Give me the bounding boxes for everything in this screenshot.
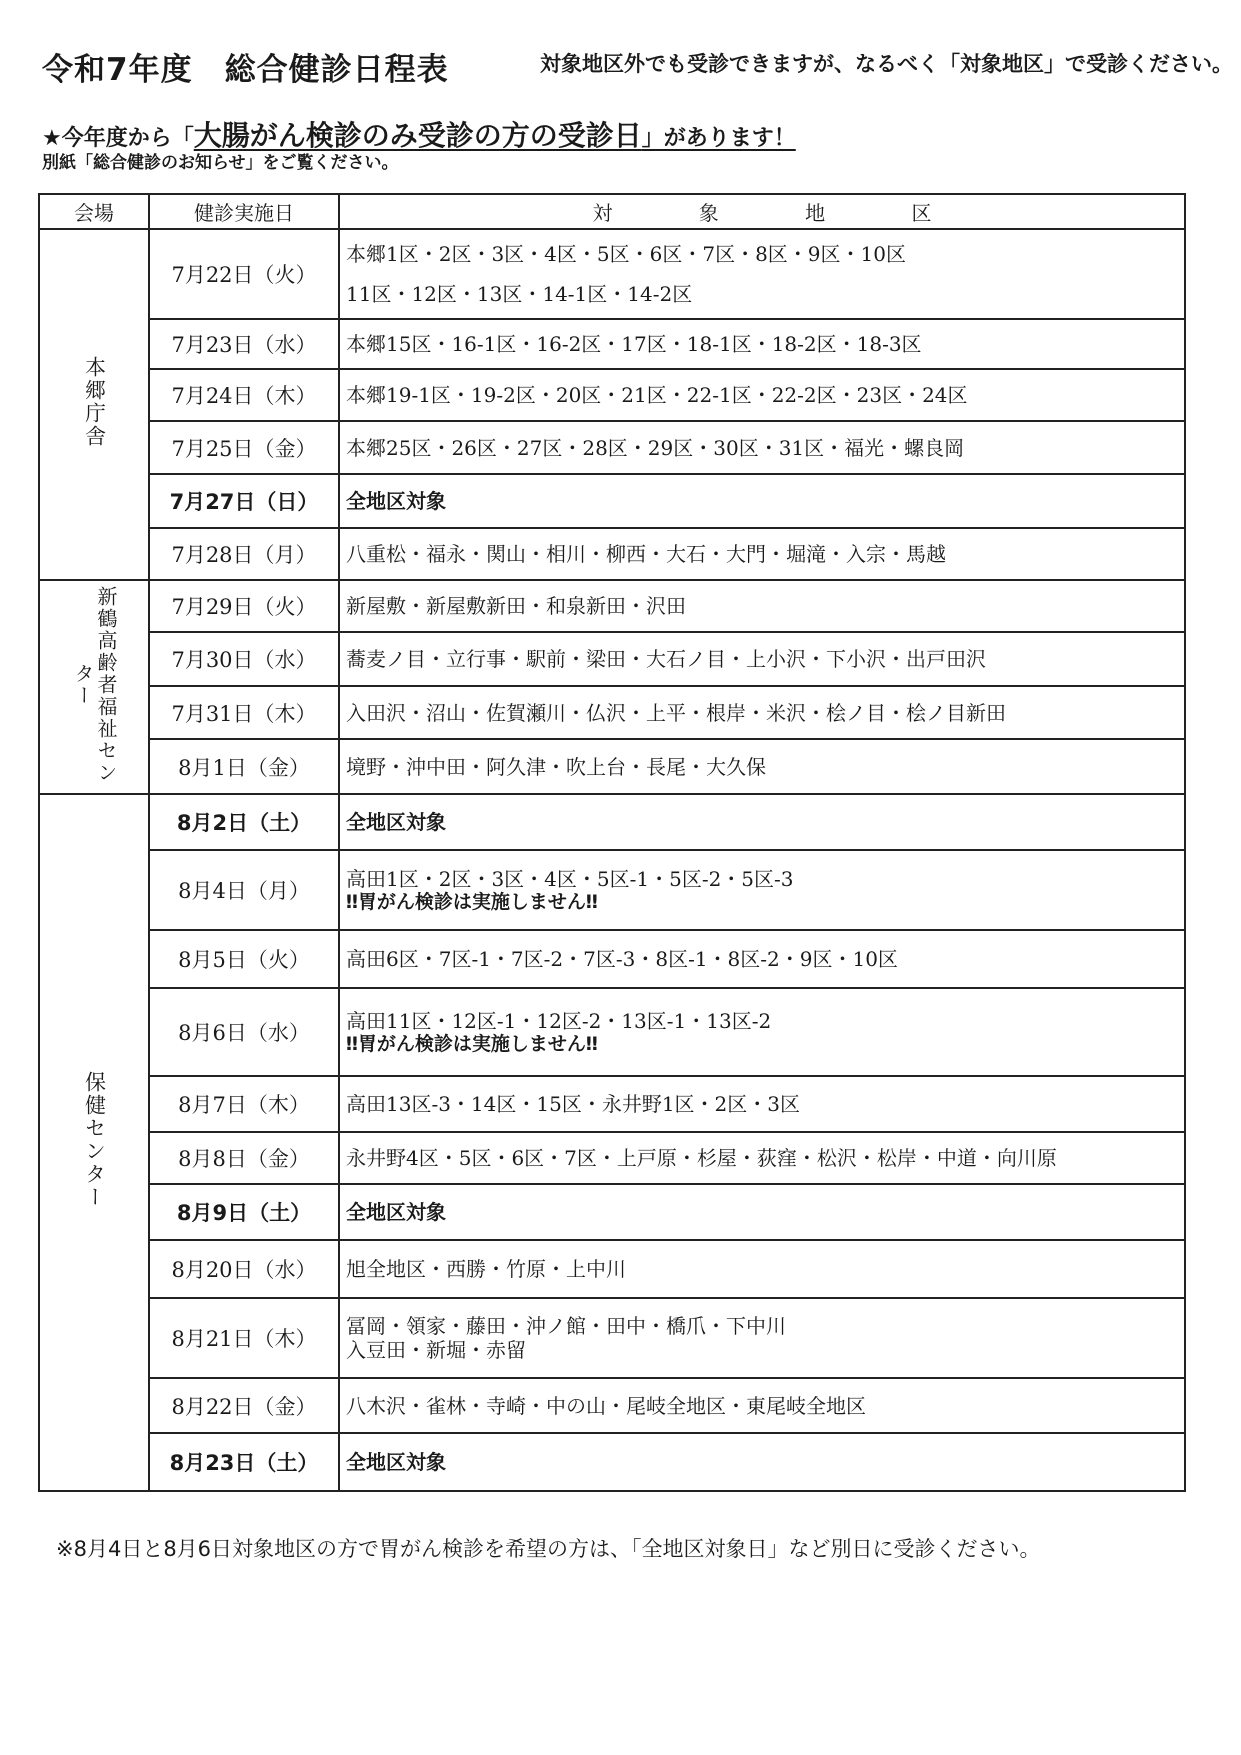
- date-cell: 8月9日（土）: [149, 1184, 339, 1240]
- date-cell: 8月21日（木）: [149, 1298, 339, 1378]
- area-cell: [339, 850, 1185, 930]
- area-cell: 入田沢・沼山・佐賀瀬川・仏沢・上平・根岸・米沢・桧ノ目・桧ノ目新田: [339, 686, 1185, 739]
- venue-cell: [39, 794, 149, 1491]
- page-title: 令和7年度 総合健診日程表: [42, 52, 449, 88]
- venue-cell: [39, 229, 149, 580]
- table-row: [39, 1076, 1185, 1132]
- header-area: 対 象 地 区: [339, 194, 1185, 229]
- date-cell: 8月7日（木）: [149, 1076, 339, 1132]
- area-cell: 本郷25区・26区・27区・28区・29区・30区・31区・福光・螺良岡: [339, 421, 1185, 474]
- date-cell: 7月23日（水）: [149, 319, 339, 369]
- date-cell: 7月30日（水）: [149, 632, 339, 686]
- area-cell: 境野・沖中田・阿久津・吹上台・長尾・大久保: [339, 739, 1185, 794]
- notice-prefix: ★今年度から「: [42, 126, 194, 151]
- area-cell: 全地区対象: [339, 474, 1185, 528]
- date-cell: 7月22日（火）: [149, 229, 339, 319]
- table-row: [39, 369, 1185, 421]
- date-cell: 8月2日（土）: [149, 794, 339, 850]
- table-row: [39, 229, 1185, 319]
- notice-emphasis: 大腸がん検診のみ受診の方の受診日: [193, 119, 642, 152]
- table-row: [39, 474, 1185, 528]
- area-cell: 本郷15区・16-1区・16-2区・17区・18-1区・18-2区・18-3区: [339, 319, 1185, 369]
- table-row: [39, 528, 1185, 580]
- area-cell: 全地区対象: [339, 794, 1185, 850]
- date-cell: 8月6日（水）: [149, 988, 339, 1076]
- area-cell: [339, 229, 1185, 319]
- header-venue: 会場: [39, 194, 149, 229]
- area-cell: 八木沢・雀林・寺崎・中の山・尾岐全地区・東尾岐全地区: [339, 1378, 1185, 1433]
- date-cell: 8月4日（月）: [149, 850, 339, 930]
- area-cell: 本郷19-1区・19-2区・20区・21区・22-1区・22-2区・23区・24区: [339, 369, 1185, 421]
- date-cell: 7月25日（金）: [149, 421, 339, 474]
- table-row: [39, 632, 1185, 686]
- warning-text: ‼胃がん検診は実施しません‼: [346, 1032, 598, 1055]
- area-line: 高田11区・12区-1・12区-2・13区-1・13区-2: [346, 1008, 772, 1033]
- date-cell: 8月22日（金）: [149, 1378, 339, 1433]
- table-row: [39, 930, 1185, 988]
- table-row: [39, 319, 1185, 369]
- area-cell: 全地区対象: [339, 1184, 1185, 1240]
- area-cell: 全地区対象: [339, 1433, 1185, 1491]
- date-cell: 7月24日（木）: [149, 369, 339, 421]
- table-header-row: [39, 194, 1185, 229]
- table-row: [39, 1378, 1185, 1433]
- area-line: 本郷1区・2区・3区・4区・5区・6区・7区・8区・9区・10区: [346, 242, 906, 266]
- area-line-2: 入豆田・新堀・赤留: [346, 1338, 526, 1362]
- table-row: [39, 421, 1185, 474]
- table-row: [39, 1184, 1185, 1240]
- date-cell: 7月27日（日）: [149, 474, 339, 528]
- area-cell: 蕎麦ノ目・立行事・駅前・梁田・大石ノ目・上小沢・下小沢・出戸田沢: [339, 632, 1185, 686]
- header-note: 対象地区外でも受診できますが、なるべく「対象地区」で受診ください。: [540, 52, 1233, 76]
- date-cell: 7月29日（火）: [149, 580, 339, 632]
- date-cell: 8月1日（金）: [149, 739, 339, 794]
- area-cell: 永井野4区・5区・6区・7区・上戸原・杉屋・荻窪・松沢・松岸・中道・向川原: [339, 1132, 1185, 1184]
- date-cell: 7月28日（月）: [149, 528, 339, 580]
- date-cell: 7月31日（木）: [149, 686, 339, 739]
- table-row: [39, 1298, 1185, 1378]
- area-cell: 高田6区・7区-1・7区-2・7区-3・8区-1・8区-2・9区・10区: [339, 930, 1185, 988]
- date-cell: 8月8日（金）: [149, 1132, 339, 1184]
- venue-cell: [39, 580, 149, 794]
- table-row: [39, 850, 1185, 930]
- area-cell: 新屋敷・新屋敷新田・和泉新田・沢田: [339, 580, 1185, 632]
- area-cell: [339, 988, 1185, 1076]
- venue-name: 新鶴高齢者福祉センター: [71, 585, 118, 784]
- table-row: [39, 1132, 1185, 1184]
- schedule-table: [38, 193, 1186, 1492]
- table-row: [39, 794, 1185, 850]
- table-row: [39, 1433, 1185, 1491]
- area-line: 高田1区・2区・3区・4区・5区-1・5区-2・5区-3: [346, 866, 794, 891]
- warning-text: ‼胃がん検診は実施しません‼: [346, 890, 598, 913]
- venue-name: 保健センター: [82, 1071, 107, 1209]
- date-cell: 8月20日（水）: [149, 1240, 339, 1298]
- area-line: 冨岡・領家・藤田・沖ノ館・田中・橋爪・下中川: [346, 1314, 786, 1338]
- notice-suffix: 」があります！: [641, 126, 796, 151]
- notice-sub: 別紙「総合健診のお知らせ」をご覧ください。: [42, 153, 399, 173]
- table-row: [39, 686, 1185, 739]
- table-row: [39, 988, 1185, 1076]
- header-date: 健診実施日: [149, 194, 339, 229]
- area-cell: 旭全地区・西勝・竹原・上中川: [339, 1240, 1185, 1298]
- area-cell: [339, 1298, 1185, 1378]
- date-cell: 8月23日（土）: [149, 1433, 339, 1491]
- area-line-2: 11区・12区・13区・14-1区・14-2区: [346, 282, 693, 306]
- table-row: [39, 1240, 1185, 1298]
- area-cell: 高田13区-3・14区・15区・永井野1区・2区・3区: [339, 1076, 1185, 1132]
- area-cell: 八重松・福永・関山・相川・柳西・大石・大門・堀滝・入宗・馬越: [339, 528, 1185, 580]
- footnote: ※8月4日と8月6日対象地区の方で胃がん検診を希望の方は、「全地区対象日」など別日に受診ください。: [56, 1537, 1041, 1561]
- date-cell: 8月5日（火）: [149, 930, 339, 988]
- table-row: [39, 580, 1185, 632]
- venue-name: 本郷庁舎: [82, 356, 107, 448]
- table-row: [39, 739, 1185, 794]
